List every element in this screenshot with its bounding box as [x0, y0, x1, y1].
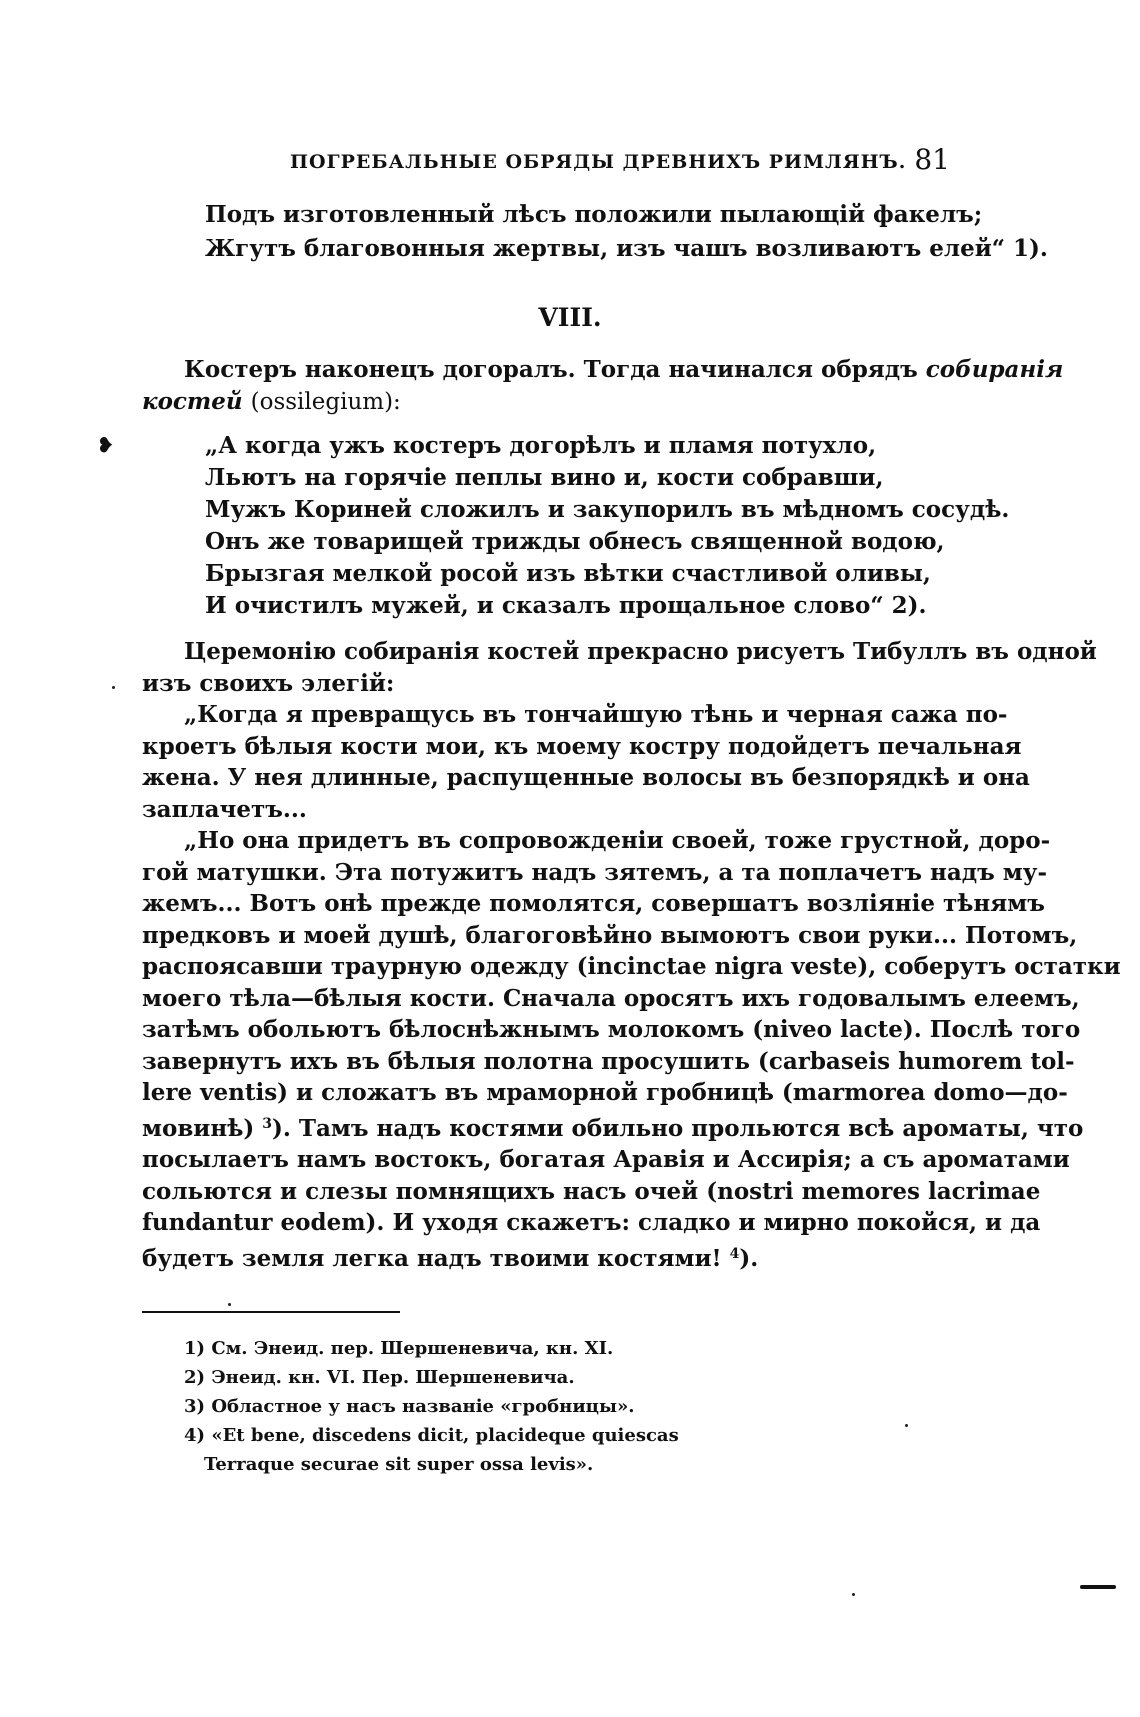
verse-line: Онъ же товарищей трижды обнесъ священной водою, — [205, 528, 945, 555]
footnotes — [184, 1334, 884, 1479]
quote-line-text: будетъ земля легка надъ твоими костями! — [142, 1244, 722, 1272]
footnote-ref: 3 — [262, 1115, 273, 1132]
verse-line: „А когда ужъ костеръ догорѣлъ и пламя потухло, — [205, 432, 877, 459]
page-header — [290, 143, 950, 183]
verse-line: Брызгая мелкой росой изъ вѣтки счастливой оливы, — [205, 560, 931, 587]
epigraph — [205, 198, 1048, 266]
emphasis-text: собиранія — [925, 356, 1064, 383]
quote-line: „Но она придетъ въ сопровожденіи своей, тоже грустной, доро- — [184, 827, 1051, 854]
verse-quotation — [205, 430, 1010, 622]
paragraph-line: изъ своихъ элегій: — [142, 670, 395, 697]
page-number: 81 — [914, 143, 950, 176]
quote-line: завернутъ ихъ въ бѣлыя полотна просушить (carbaseis humorem tol- — [142, 1047, 1075, 1075]
quote-line: „Когда я превращусь въ тончайшую тѣнь и черная сажа по- — [184, 701, 1008, 728]
tibullus-quotation — [142, 699, 1121, 1274]
paragraph — [142, 354, 1064, 418]
epigraph-line: Подъ изготовленный лѣсъ положили пылающій факелъ; — [205, 201, 983, 228]
footnote-text: Энеид. кн. VI. Пер. Шершеневича. — [211, 1367, 575, 1388]
quote-line: посылаетъ намъ востокъ, богатая Аравія и Ассирія; а съ ароматами — [142, 1146, 1070, 1173]
verse-line: Льютъ на горячіе пеплы вино и, кости собравши, — [205, 464, 884, 491]
footnote-text: «Et bene, discedens dicit, placideque quiescas — [211, 1425, 679, 1446]
paragraph-line: Церемонію собиранія костей прекрасно рисуетъ Тибуллъ въ одной — [184, 638, 1097, 665]
footnote-rule — [142, 1311, 400, 1313]
footnote-mark: 4) — [184, 1425, 206, 1446]
quote-line: предковъ и моей душѣ, благоговѣйно вымоютъ свои руки... Потомъ, — [142, 921, 1078, 949]
quote-line — [142, 1109, 1084, 1145]
paragraph-text: Костеръ наконецъ догоралъ. Тогда начинался обрядъ — [184, 356, 918, 383]
verse-line-text: И очистилъ мужей, и сказалъ прощальное слово“ — [205, 592, 884, 619]
scan-speck — [905, 1424, 908, 1427]
footnote-text: Областное у насъ названіе «гробницы». — [211, 1396, 635, 1417]
emphasis-text: костей — [142, 388, 243, 415]
running-title: ПОГРЕБАЛЬНЫЕ ОБРЯДЫ ДРЕВНИХЪ РИМЛЯНЪ. — [290, 151, 907, 173]
scan-speck — [112, 686, 115, 689]
footnote — [184, 1334, 884, 1363]
verse-line — [205, 590, 945, 622]
quote-line: жемъ... Вотъ онѣ прежде помолятся, совершатъ возліяніе тѣнямъ — [142, 890, 1045, 917]
scan-speck — [228, 1303, 231, 1306]
footnote-mark: 1) — [184, 1338, 206, 1359]
epigraph-line — [205, 232, 1048, 266]
footnote-mark: 2) — [184, 1367, 206, 1388]
footnote — [184, 1363, 884, 1392]
quote-line: fundantur eodem). И уходя скажетъ: сладко и мирно покойся, и да — [142, 1209, 1041, 1236]
quote-line-text: ). — [739, 1244, 759, 1272]
footnote-continuation: Terraque securae sit super ossa levis». — [204, 1454, 594, 1475]
paragraph-line — [142, 354, 1064, 386]
footnote-ref: 2). — [891, 592, 927, 619]
footnote — [184, 1421, 884, 1450]
footnote — [184, 1392, 884, 1421]
section-number: VIII. — [538, 303, 602, 332]
quote-line: кроетъ бѣлыя кости мои, къ моему костру подойдетъ печальная — [142, 732, 1022, 760]
quote-line: затѣмъ обольютъ бѣлоснѣжнымъ молокомъ (niveo lacte). Послѣ того — [142, 1016, 1081, 1043]
quote-line: lere ventis) и сложатъ въ мраморной гробницѣ (marmorea domo—до- — [142, 1079, 1068, 1106]
quote-line: моего тѣла—бѣлыя кости. Сначала оросятъ ихъ годовалымъ елеемъ, — [142, 984, 1080, 1012]
footnote-text: См. Энеид. пер. Шершеневича, кн. XI. — [211, 1338, 614, 1359]
paragraph — [142, 636, 1097, 700]
scan-mark — [1080, 1585, 1116, 1589]
quote-line: жена. У нея длинные, распущенные волосы въ безпорядкѣ и она — [142, 764, 1030, 791]
margin-mark: ❥ — [97, 433, 114, 457]
footnote-ref: 1). — [1013, 235, 1048, 262]
footnote-ref: 4 — [729, 1245, 740, 1262]
paragraph-line — [142, 386, 950, 418]
footnote-mark: 3) — [184, 1396, 206, 1417]
quote-line: сольются и слезы помнящихъ насъ очей (nostri memores lacrimae — [142, 1177, 1041, 1205]
quote-line-text: ). Тамъ надъ костями обильно прольются всѣ ароматы, что — [272, 1114, 1084, 1142]
quote-line-text: мовинѣ) — [142, 1114, 255, 1142]
latin-term: (ossilegium): — [250, 389, 401, 415]
quote-line: заплачетъ... — [142, 795, 307, 823]
scan-speck — [852, 1593, 855, 1596]
epigraph-line-text: Жгутъ благовонныя жертвы, изъ чашъ возливаютъ елей“ — [205, 235, 1005, 262]
quote-line: распоясавши траурную одежду (incinctae nigra veste), соберутъ остатки — [142, 953, 1121, 980]
verse-line: Мужъ Кориней сложилъ и закупорилъ въ мѣдномъ сосудѣ. — [205, 496, 1010, 523]
quote-line — [142, 1239, 950, 1275]
quote-line: гой матушки. Эта потужитъ надъ зятемъ, а та поплачетъ надъ му- — [142, 858, 1047, 886]
